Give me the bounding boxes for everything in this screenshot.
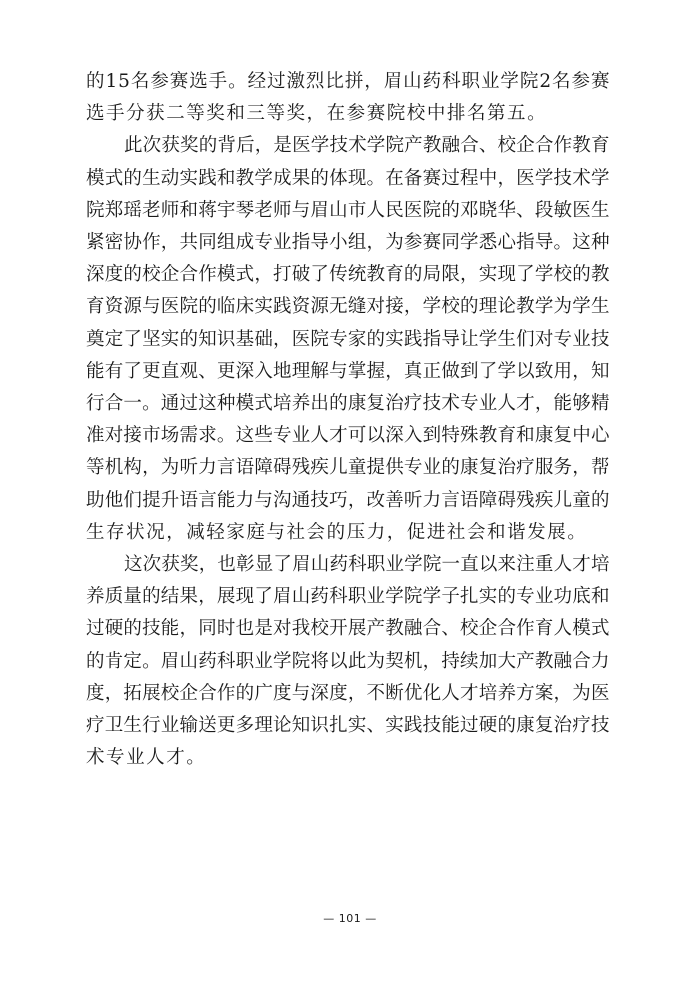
paragraph-line: 此次获奖的背后，是医学技术学院产教融合、校企合作教育 <box>124 135 610 156</box>
paragraph-line: 的15名参赛选手。经过激烈比拼，眉山药科职业学院2名参赛 <box>86 71 611 92</box>
paragraph-line: 选手分获二等奖和三等奖，在参赛院校中排名第五。 <box>86 103 548 124</box>
paragraph-line: 助他们提升语言能力与沟通技巧，改善听力言语障碍残疾儿童的 <box>86 490 610 511</box>
paragraph-line: 过硬的技能，同时也是对我校开展产教融合、校企合作育人模式 <box>86 618 610 639</box>
paragraph-line: 紧密协作，共同组成专业指导小组，为参赛同学悉心指导。这种 <box>86 232 610 253</box>
paragraph-line: 疗卫生行业输送更多理论知识扎实、实践技能过硬的康复治疗技 <box>86 715 610 736</box>
paragraph-line: 育资源与医院的临床实践资源无缝对接，学校的理论教学为学生 <box>86 296 610 317</box>
paragraph-line: 能有了更直观、更深入地理解与掌握，真正做到了学以致用，知 <box>86 361 610 382</box>
paragraph-line: 深度的校企合作模式，打破了传统教育的局限，实现了学校的教 <box>86 264 610 285</box>
paragraph-line: 术专业人才。 <box>86 747 207 768</box>
page-number: — 101 — <box>323 912 377 925</box>
paragraph-line: 等机构，为听力言语障碍残疾儿童提供专业的康复治疗服务，帮 <box>86 457 610 478</box>
paragraph-line: 模式的生动实践和教学成果的体现。在备赛过程中，医学技术学 <box>86 168 610 189</box>
paragraph-line: 生存状况，减轻家庭与社会的压力，促进社会和谐发展。 <box>86 522 588 543</box>
paragraph-line: 度，拓展校企合作的广度与深度，不断优化人才培养方案，为医 <box>86 683 610 704</box>
paragraph-line: 养质量的结果，展现了眉山药科职业学院学子扎实的专业功底和 <box>86 586 610 607</box>
paragraph-line: 院郑瑶老师和蒋宇琴老师与眉山市人民医院的邓晓华、段敏医生 <box>86 200 610 221</box>
paragraph-line: 奠定了坚实的知识基础，医院专家的实践指导让学生们对专业技 <box>86 329 610 350</box>
paragraph-line: 准对接市场需求。这些专业人才可以深入到特殊教育和康复中心 <box>86 425 610 446</box>
paragraph-line: 这次获奖，也彰显了眉山药科职业学院一直以来注重人才培 <box>124 554 610 575</box>
paragraph-line: 的肯定。眉山药科职业学院将以此为契机，持续加大产教融合力 <box>86 651 610 672</box>
paragraph-line: 行合一。通过这种模式培养出的康复治疗技术专业人才，能够精 <box>86 393 610 414</box>
